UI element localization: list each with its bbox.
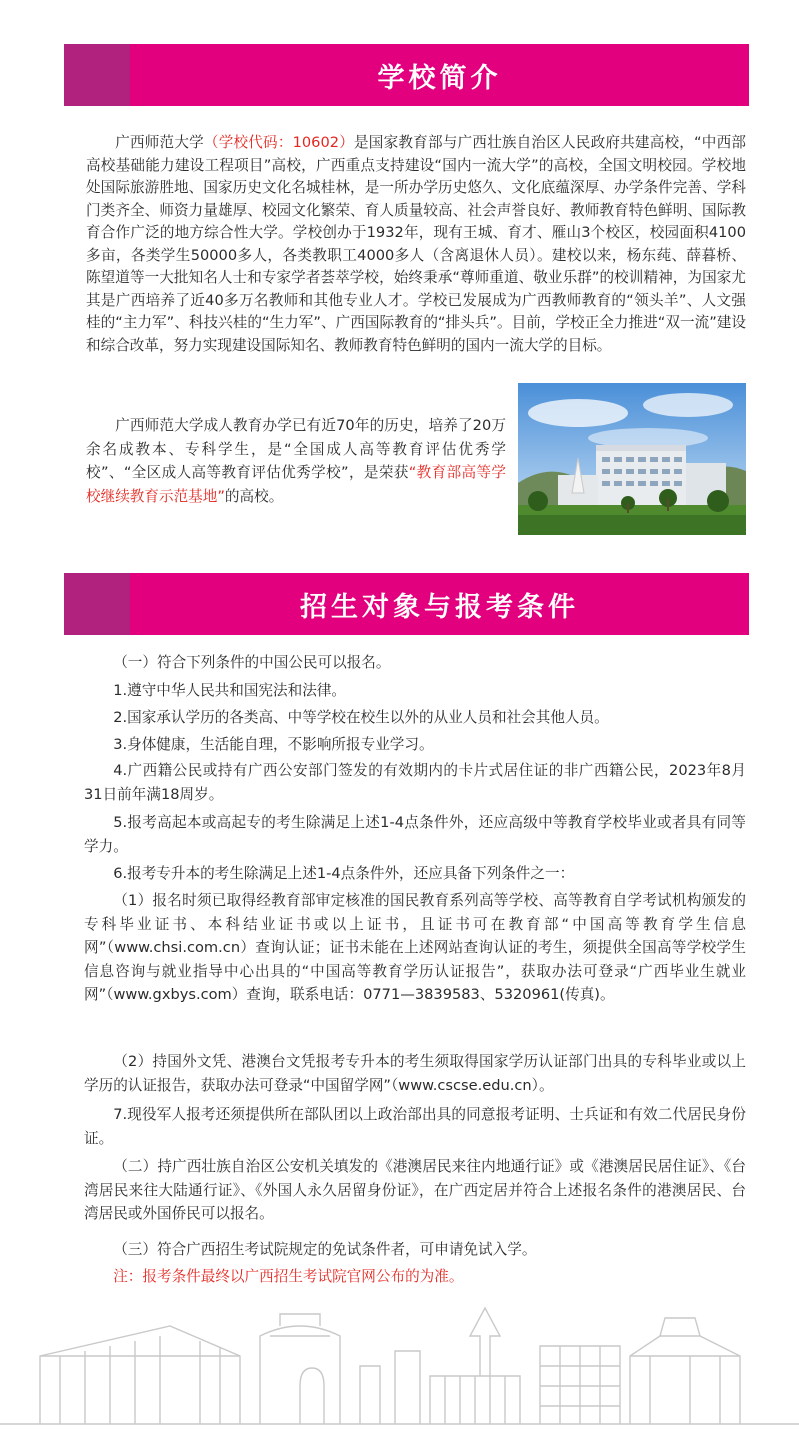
enroll-item-11: （二）持广西壮族自治区公安机关填发的《港澳居民来往内地通行证》或《港澳居民居住证》、《台湾居民来往大陆通行证》、《外国人永久居留身份证》，在广西定居并符合上述报名条件的港澳居民、台湾居民或外国侨民可以报名。 (84, 1158, 746, 1222)
banner-stripe (64, 573, 130, 635)
enroll-item-6: 5.报考高起本或高起专的考生除满足上述1-4点条件外，还应高级中等教育学校毕业或者具有同等学力。 (84, 814, 746, 855)
enroll-item-4: 3.身体健康，生活能自理，不影响所报专业学习。 (113, 736, 434, 753)
enroll-item-8: （1）报名时须已取得经教育部审定核准的国民教育系列高等学校、高等教育自学考试机构颁发的专科毕业证书、本科结业证书或以上证书，且证书可在教育部“中国高等教育学生信息网”（www.chsi.com.cn）查询认证；证书未能在上述网站查询认证的考生，须提供全国高等学校学生信息咨询与就业指导中心出具的“中国高等教育学历认证报告”，获取办法可登录“广西毕业生就业网”（www.gxbys.com）查询，联系电话：0771—3839583、5320961(传真)。 (84, 892, 746, 1003)
intro-paragraph-1 (86, 132, 746, 357)
campus-skyline-illustration (0, 1296, 799, 1428)
enroll-item-7: 6.报考专升本的考生除满足上述1-4点条件外，还应具备下列条件之一： (113, 865, 575, 882)
enroll-item-2: 1.遵守中华人民共和国宪法和法律。 (113, 682, 347, 699)
intro-section-banner (64, 44, 749, 106)
school-name: 广西师范大学 (115, 134, 204, 151)
enroll-section-title: 招生对象与报考条件 (300, 591, 579, 623)
enroll-item-5: 4.广西籍公民或持有广西公安部门签发的有效期内的卡片式居住证的非广西籍公民，2023年8月31日前年满18周岁。 (84, 762, 746, 803)
enroll-item-10: 7.现役军人报考还须提供所在部队团以上政治部出具的同意报考证明、士兵证和有效二代居民身份证。 (84, 1106, 746, 1147)
enroll-note: 注：报考条件最终以广西招生考试院官网公布的为准。 (113, 1268, 464, 1285)
intro-section-title: 学校简介 (377, 62, 502, 94)
adult-education-text: 广西师范大学成人教育办学已有近70年的历史，培养了20万余名成教本、专科学生，是“全国成人高等教育评估优秀学校”、“全区成人高等教育评估优秀学校”，是荣获 (86, 417, 506, 481)
banner-stripe (64, 44, 130, 106)
demonstration-base-highlight: “教育部高等学校继续教育示范基地” (86, 464, 507, 505)
intro-paragraph-2 (86, 414, 506, 508)
enroll-item-9: （2）持国外文凭、港澳台文凭报考专升本的考生须取得国家学历认证部门出具的专科毕业或以上学历的认证报告，获取办法可登录“中国留学网”（www.cscse.edu.cn）。 (84, 1053, 746, 1094)
enroll-item-12: （三）符合广西招生考试院规定的免试条件者，可申请免试入学。 (113, 1241, 537, 1258)
intro-body: 是国家教育部与广西壮族自治区人民政府共建高校，“中西部高校基础能力建设工程项目”高校，广西重点支持建设“国内一流大学”的高校，全国文明校园。学校地处国际旅游胜地、国家历史文化名城桂林，是一所办学历史悠久、文化底蕴深厚、办学条件完善、学科门类齐全、师资力量雄厚、校园文化繁荣、育人质量较高、社会声誉良好、教师教育特色鲜明、国际教育合作广泛的地方综合性大学。学校创办于1932年，现有王城、育才、雁山3个校区，校园面积4100多亩，各类学生50000多人，各类教职工4000多人（含离退休人员）。建校以来，杨东莼、薛暮桥、陈望道等一大批知名人士和专家学者荟萃学校，始终秉承“尊师重道、敬业乐群”的校训精神，为国家尤其是广西培养了近40多万名教师和其他专业人才。学校已发展成为广西教师教育的“领头羊”、人文强桂的“主力军”、科技兴桂的“生力军”、广西国际教育的“排头兵”。目前，学校正全力推进“双一流”建设和综合改革，努力实现建设国际知名、教师教育特色鲜明的国内一流大学的目标。 (86, 134, 746, 354)
school-code: （学校代码：10602） (203, 134, 355, 151)
enroll-section-banner (64, 573, 749, 635)
enroll-item-3: 2.国家承认学历的各类高、中等学校在校生以外的从业人员和社会其他人员。 (113, 709, 609, 726)
campus-building-photo (518, 383, 746, 535)
enroll-item-1: （一）符合下列条件的中国公民可以报名。 (113, 654, 391, 671)
adult-education-suffix: 的高校。 (224, 487, 284, 505)
